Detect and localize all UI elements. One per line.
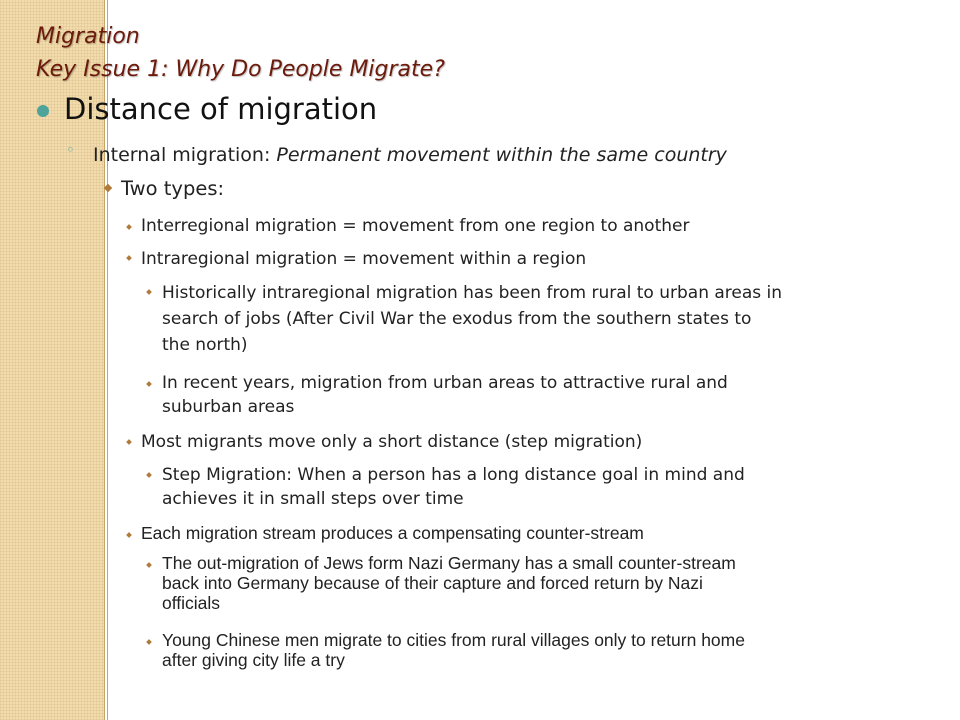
two-types-label: Two types:	[121, 177, 225, 200]
internal-migration	[93, 142, 727, 168]
bullet-small-icon	[146, 639, 152, 645]
bullet-ring-icon: ◦	[66, 141, 75, 159]
recent-years-item	[162, 371, 728, 419]
bullet-small-icon	[126, 224, 132, 230]
bullet-small-icon	[126, 439, 132, 445]
recent-line: In recent years, migration from urban areas to attractive rural and	[162, 373, 728, 393]
historically-line: Historically intraregional migration has been from rural to urban areas in	[162, 283, 783, 303]
bullet-small-icon	[146, 289, 152, 295]
interregional-item: Interregional migration = movement from one region to another	[141, 216, 690, 236]
internal-label: Internal migration:	[93, 144, 277, 166]
bullet-small-icon	[126, 255, 132, 261]
jews-line: officials	[162, 593, 221, 613]
historically-line: search of jobs (After Civil War the exodus from the southern states to	[162, 309, 752, 329]
historically-item	[162, 280, 782, 358]
step-line: achieves it in small steps over time	[162, 489, 464, 509]
bullet-small-icon	[146, 562, 152, 568]
title-line-1: Migration	[36, 24, 140, 49]
recent-line: suburban areas	[162, 397, 295, 417]
heading-distance: Distance of migration	[64, 92, 378, 126]
chinese-line: Young Chinese men migrate to cities from rural villages only to return home	[162, 630, 745, 650]
historically-line: the north)	[162, 335, 248, 355]
step-line: Step Migration: When a person has a long distance goal in mind and	[162, 465, 745, 485]
bullet-small-icon	[146, 472, 152, 478]
bullet-dot-icon	[37, 105, 49, 117]
intraregional-item: Intraregional migration = movement within a region	[141, 249, 587, 269]
internal-definition: Permanent movement within the same country	[276, 144, 727, 166]
jews-line: The out-migration of Jews form Nazi Germany has a small counter-stream	[162, 553, 736, 573]
counter-stream-item: Each migration stream produces a compensating counter-stream	[141, 523, 644, 543]
step-migration-item	[162, 463, 745, 511]
bullet-small-icon	[146, 381, 152, 387]
short-distance-item: Most migrants move only a short distance (step migration)	[141, 432, 643, 452]
chinese-line: after giving city life a try	[162, 650, 345, 670]
bullet-small-icon	[126, 532, 132, 538]
title-line-2: Key Issue 1: Why Do People Migrate?	[36, 57, 445, 82]
bullet-diamond-icon	[104, 184, 112, 192]
jews-item	[162, 553, 736, 613]
chinese-item	[162, 630, 745, 670]
jews-line: back into Germany because of their capture and forced return by Nazi	[162, 573, 703, 593]
